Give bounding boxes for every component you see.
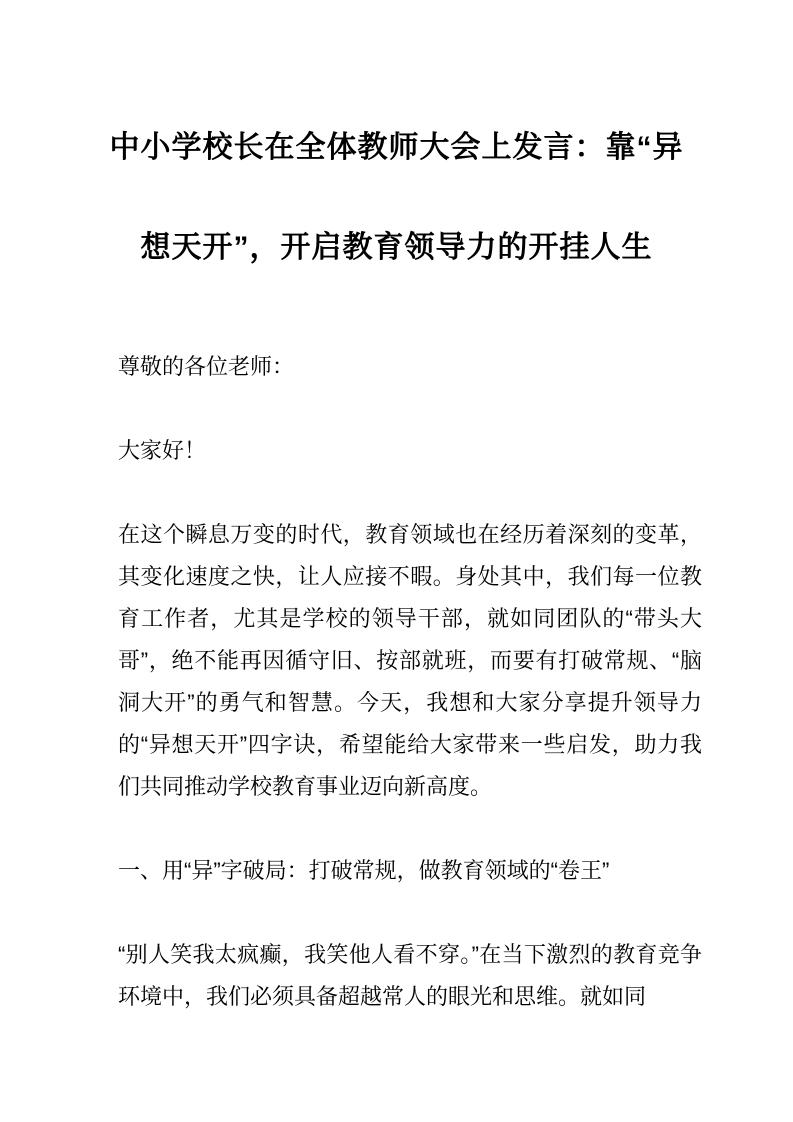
greeting: 大家好！ <box>118 438 207 463</box>
section-1-paragraph: “别人笑我太疯癫，我笑他人看不穿。”在当下激烈的教育竞争环境中，我们必须具备超越常人的眼光和思维。就如同 <box>118 942 702 1009</box>
document-title <box>0 0 793 298</box>
document-body <box>118 346 702 1018</box>
title-line-2: 想天开”，开启教育领导力的开挂人生 <box>140 231 653 264</box>
salutation: 尊敬的各位老师： <box>118 354 295 379</box>
intro-paragraph: 在这个瞬息万变的时代，教育领域也在经历着深刻的变革，其变化速度之快，让人应接不暇。身处其中，我们每一位教育工作者，尤其是学校的领导干部，就如同团队的“带头大哥”，绝不能再因循守旧、按部就班，而要有打破常规、“脑洞大开”的勇气和智慧。今天，我想和大家分享提升领导力的“异想天开”四字诀，希望能给大家带来一些启发，助力我们共同推动学校教育事业迈向新高度。 <box>118 522 702 799</box>
section-1-heading: 一、用“异”字破局：打破常规，做教育领域的“卷王” <box>118 858 610 883</box>
title-line-1: 中小学校长在全体教师大会上发言：靠“异 <box>109 131 684 164</box>
